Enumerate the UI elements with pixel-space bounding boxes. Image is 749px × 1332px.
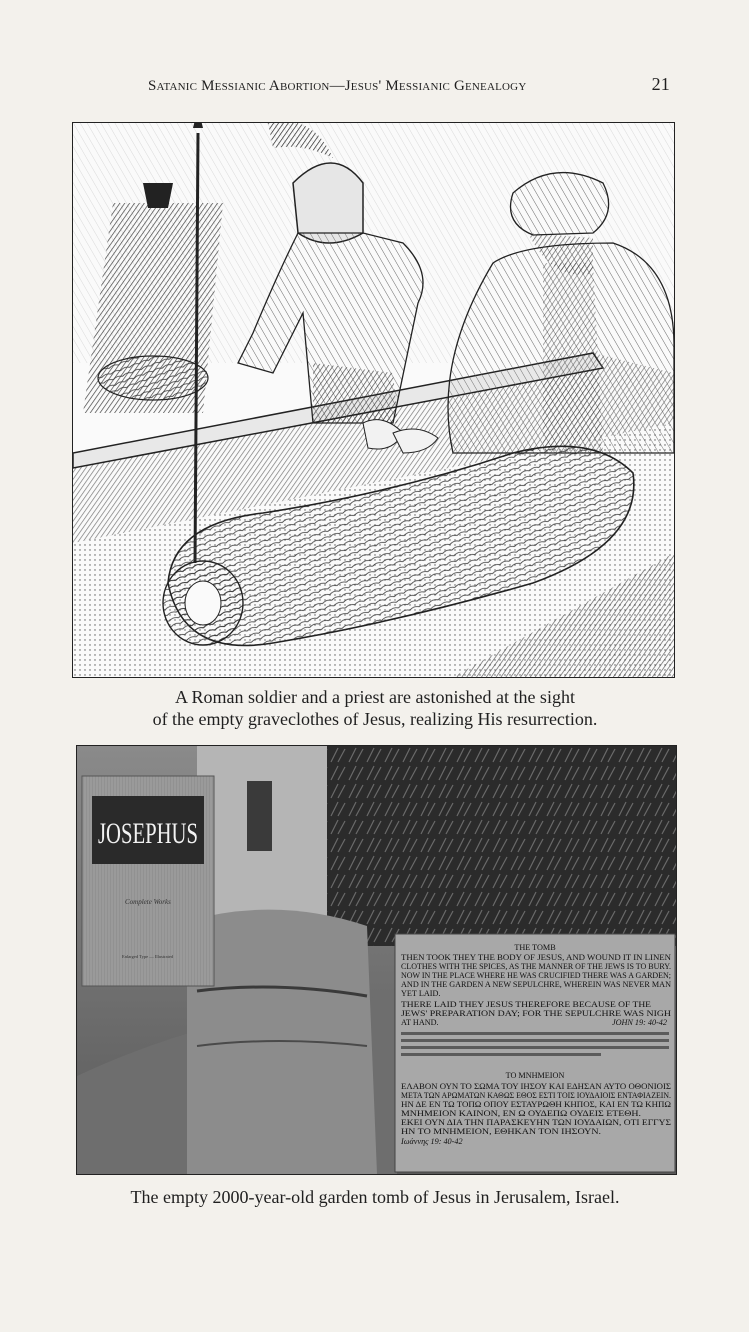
illustration-soldier-priest bbox=[72, 122, 675, 678]
photo-collage bbox=[77, 746, 676, 1174]
plaque-greek-line-6: ΗΝ ΤΟ ΜΝΗΜΕΙΟΝ, ΕΘΗΚΑΝ ΤΟΝ ΙΗΣΟΥΝ. bbox=[401, 1127, 601, 1136]
plaque-english-line-8: AT HAND. bbox=[401, 1018, 439, 1027]
josephus-book-cover bbox=[82, 776, 214, 986]
figure-2-caption: The empty 2000-year-old garden tomb of Jesus in Jerusalem, Israel. bbox=[130, 1187, 620, 1207]
plaque-greek-ref: Ιωάννης 19: 40-42 bbox=[401, 1137, 463, 1146]
plaque-english-line-1: THEN TOOK THEY THE BODY OF JESUS, AND WOUND IT IN LINEN bbox=[401, 953, 672, 962]
book-subtitle: Complete Works bbox=[125, 898, 171, 906]
tomb-plaque bbox=[395, 934, 675, 1172]
plaque-english-line-6: THERE LAID THEY JESUS THEREFORE BECAUSE OF THE bbox=[401, 1000, 651, 1009]
page-number: 21 bbox=[651, 74, 670, 94]
plaque-greek-line-3: ΗΝ ΔΕ ΕΝ ΤΩ ΤΟΠΩ ΟΠΟΥ ΕΣΤΑΥΡΩΘΗ ΚΗΠΟΣ, ΚΑΙ ΕΝ ΤΩ ΚΗΠΩ bbox=[401, 1100, 671, 1109]
running-head bbox=[148, 74, 670, 95]
figure-1-caption-line-2: of the empty graveclothes of Jesus, realizing His resurrection. bbox=[152, 709, 598, 729]
photo-garden-tomb bbox=[76, 745, 677, 1175]
illustration-drawing bbox=[73, 123, 674, 677]
plaque-english-line-3: NOW IN THE PLACE WHERE HE WAS CRUCIFIED THERE WAS A GARDEN; bbox=[401, 971, 671, 980]
plaque-english-line-7: JEWS' PREPARATION DAY; FOR THE SEPULCHRE WAS NIGH bbox=[401, 1009, 672, 1018]
plaque-english-line-4: AND IN THE GARDEN A NEW SEPULCHRE, WHEREIN WAS NEVER MAN bbox=[401, 980, 672, 989]
plaque-english-ref: JOHN 19: 40-42 bbox=[611, 1018, 667, 1027]
figure-1-caption bbox=[60, 686, 690, 730]
plaque-greek-line-4: ΜΝΗΜΕΙΟΝ ΚΑΙΝΟΝ, ΕΝ Ω ΟΥΔΕΠΩ ΟΥΔΕΙΣ ΕΤΕΘΗ. bbox=[401, 1109, 641, 1118]
plaque-greek-line-2: ΜΕΤΑ ΤΩΝ ΑΡΩΜΑΤΩΝ ΚΑΘΩΣ ΕΘΟΣ ΕΣΤΙ ΤΟΙΣ ΙΟΥΔΑΙΟΙΣ ΕΝΤΑΦΙΑΖΕΙΝ. bbox=[401, 1091, 671, 1100]
plaque-greek-heading: TO MNHMEION bbox=[505, 1071, 565, 1080]
running-title: Satanic Messianic Abortion—Jesus' Messianic Genealogy bbox=[148, 78, 527, 94]
plaque-heading: THE TOMB bbox=[514, 943, 556, 952]
plaque-greek-line-5: ΕΚΕΙ ΟΥΝ ΔΙΑ ΤΗΝ ΠΑΡΑΣΚΕΥΗΝ ΤΩΝ ΙΟΥΔΑΙΩΝ, ΟΤΙ ΕΓΓΥΣ bbox=[401, 1118, 672, 1127]
book-edition: Enlarged Type — Illustrated bbox=[122, 954, 174, 959]
plaque-greek-line-1: ΕΛΑΒΟΝ ΟΥΝ ΤΟ ΣΩΜΑ ΤΟΥ ΙΗΣΟΥ ΚΑΙ ΕΔΗΣΑΝ ΑΥΤΟ ΟΘΟΝΙΟΙΣ bbox=[401, 1082, 672, 1091]
plaque-english-line-2: CLOTHES WITH THE SPICES, AS THE MANNER OF THE JEWS IS TO BURY. bbox=[401, 962, 671, 971]
figure-1-caption-line-1: A Roman soldier and a priest are astonished at the sight bbox=[175, 687, 575, 707]
book-title: JOSEPHUS bbox=[98, 817, 198, 850]
plaque-english-line-5: YET LAID. bbox=[401, 989, 441, 998]
